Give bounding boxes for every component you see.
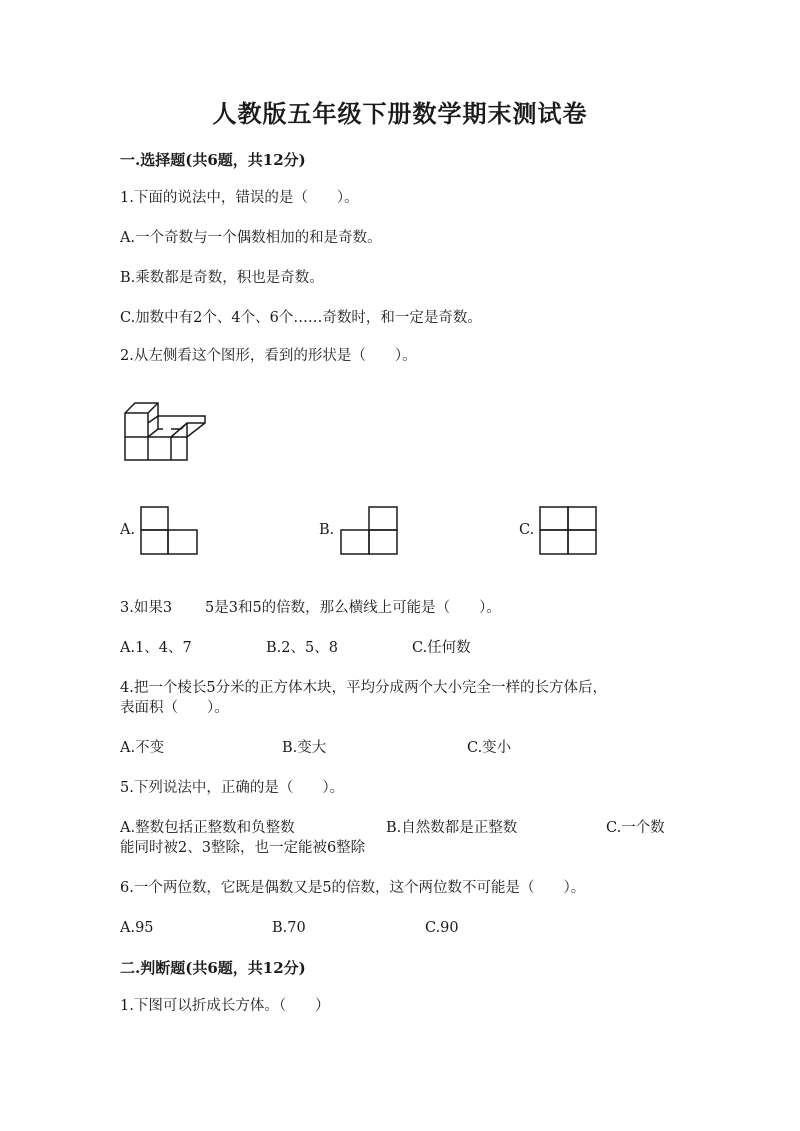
q4-option-c: C.变小 xyxy=(467,740,512,756)
q1-option-a: A.一个奇数与一个偶数相加的和是奇数。 xyxy=(120,230,382,246)
q2-cube-stack-figure xyxy=(118,400,218,466)
q5-option-b: B.自然数都是正整数 xyxy=(386,820,518,836)
q3-option-b: B.2、5、8 xyxy=(266,640,338,656)
q6-option-c: C.90 xyxy=(425,920,459,936)
q2-option-a-label: A. xyxy=(120,522,136,538)
q3-stem-part2: 5是3和5的倍数，那么横线上可能是（ ）。 xyxy=(205,600,501,616)
page-title: 人教版五年级下册数学期末测试卷 xyxy=(212,99,588,128)
q3-option-c: C.任何数 xyxy=(412,640,471,656)
q5-option-c-continued: 能同时被2、3整除，也一定能被6整除 xyxy=(120,840,366,856)
q6-option-b: B.70 xyxy=(272,920,306,936)
q1-option-b: B.乘数都是奇数，积也是奇数。 xyxy=(120,270,324,286)
q3-option-a: A.1、4、7 xyxy=(120,640,192,656)
q2-option-b-shape xyxy=(340,506,400,556)
section2-heading: 二.判断题(共6题，共12分) xyxy=(120,959,306,977)
q6-option-a: A.95 xyxy=(120,920,154,936)
s2-q1-stem: 1.下图可以折成长方体。（ ） xyxy=(120,998,330,1014)
q2-option-c-shape xyxy=(539,506,599,556)
q6-stem: 6.一个两位数，它既是偶数又是5的倍数，这个两位数不可能是（ ）。 xyxy=(120,880,586,896)
q2-option-c-label: C. xyxy=(519,522,535,538)
q1-option-c: C.加数中有2个、4个、6个……奇数时，和一定是奇数。 xyxy=(120,310,482,326)
q3-stem-part1: 3.如果3 xyxy=(120,600,173,616)
cube-figure-outline xyxy=(125,403,205,460)
q5-stem: 5.下列说法中，正确的是（ ）。 xyxy=(120,780,345,796)
q5-option-c: C.一个数 xyxy=(606,820,665,836)
q5-option-a: A.整数包括正整数和负整数 xyxy=(120,820,295,836)
section1-heading: 一.选择题(共6题，共12分) xyxy=(120,151,306,169)
q2-option-a-shape xyxy=(140,506,200,556)
q2-option-b-label: B. xyxy=(319,522,335,538)
q2-stem: 2.从左侧看这个图形，看到的形状是（ ）。 xyxy=(120,348,417,364)
q4-option-a: A.不变 xyxy=(120,740,165,756)
q4-stem-line2: 表面积（ ）。 xyxy=(120,700,229,716)
q4-option-b: B.变大 xyxy=(282,740,327,756)
q1-stem: 1.下面的说法中，错误的是（ ）。 xyxy=(120,190,359,206)
q4-stem-line1: 4.把一个棱长5分米的正方体木块，平均分成两个大小完全一样的长方体后， xyxy=(120,680,608,696)
